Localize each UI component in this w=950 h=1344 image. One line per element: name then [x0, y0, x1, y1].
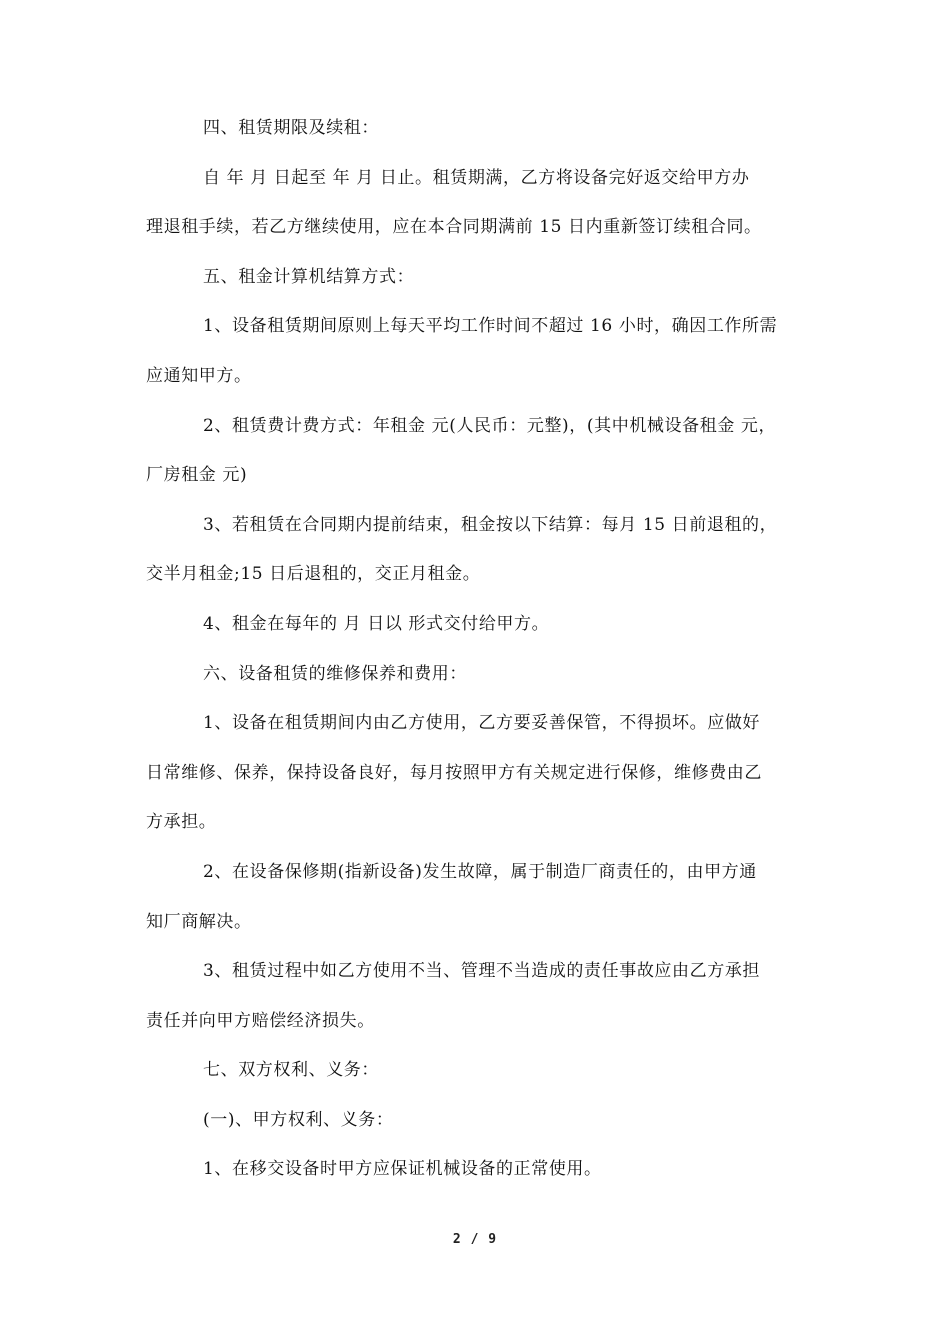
paragraph-party-a-heading: [146, 1096, 806, 1146]
paragraph-rent-item-2: [146, 402, 806, 501]
paragraph-party-a-item-1: [146, 1145, 806, 1195]
text-line: 2、在设备保修期(指新设备)发生故障，属于制造厂商责任的，由甲方通: [203, 861, 757, 882]
paragraph-maintenance-item-1: [146, 699, 806, 848]
text-line: 厂房租金 元): [146, 465, 248, 486]
text-line: 五、租金计算机结算方式：: [203, 266, 415, 287]
text-line: 3、若租赁在合同期内提前结束，租金按以下结算：每月 15 日前退租的，: [203, 514, 778, 535]
paragraph-section-6-heading: [146, 650, 806, 700]
text-line: 1、设备租赁期间原则上每天平均工作时间不超过 16 小时，确因工作所需: [203, 316, 778, 337]
text-line: (一)、甲方权利、义务：: [203, 1109, 394, 1130]
paragraph-rent-item-4: [146, 600, 806, 650]
text-line: 2、租赁费计费方式：年租金 元(人民币：元整)，(其中机械设备租金 元，: [203, 415, 777, 436]
paragraph-rent-item-1: [146, 302, 806, 401]
paragraph-rent-item-3: [146, 501, 806, 600]
text-line: 六、设备租赁的维修保养和费用：: [203, 663, 467, 684]
text-line: 责任并向甲方赔偿经济损失。: [146, 1010, 375, 1031]
paragraph-maintenance-item-3: [146, 947, 806, 1046]
document-body: [146, 104, 806, 1195]
text-line: 3、租赁过程中如乙方使用不当、管理不当造成的责任事故应由乙方承担: [203, 961, 761, 982]
text-line: 4、租金在每年的 月 日以 形式交付给甲方。: [203, 613, 550, 634]
paragraph-maintenance-item-2: [146, 848, 806, 947]
text-line: 自 年 月 日起至 年 月 日止。租赁期满，乙方将设备完好返交给甲方办: [203, 167, 750, 188]
text-line: 方承担。: [146, 812, 217, 833]
text-line: 日常维修、保养，保持设备良好，每月按照甲方有关规定进行保修，维修费由乙: [146, 762, 762, 783]
text-line: 四、租赁期限及续租：: [203, 118, 379, 138]
page-number: 2 / 9: [452, 1232, 498, 1247]
text-line: 交半月租金;15 日后退租的，交正月租金。: [146, 564, 481, 585]
paragraph-lease-term: [146, 154, 806, 253]
paragraph-section-7-heading: [146, 1046, 806, 1096]
text-line: 1、设备在租赁期间内由乙方使用，乙方要妥善保管，不得损坏。应做好: [203, 713, 761, 734]
text-line: 七、双方权利、义务：: [203, 1060, 379, 1081]
text-line: 应通知甲方。: [146, 365, 252, 386]
paragraph-section-5-heading: [146, 253, 806, 303]
text-line: 1、在移交设备时甲方应保证机械设备的正常使用。: [203, 1159, 602, 1180]
text-line: 知厂商解决。: [146, 911, 252, 932]
text-line: 理退租手续，若乙方继续使用，应在本合同期满前 15 日内重新签订续租合同。: [146, 217, 762, 238]
paragraph-section-4-heading: [146, 104, 806, 154]
